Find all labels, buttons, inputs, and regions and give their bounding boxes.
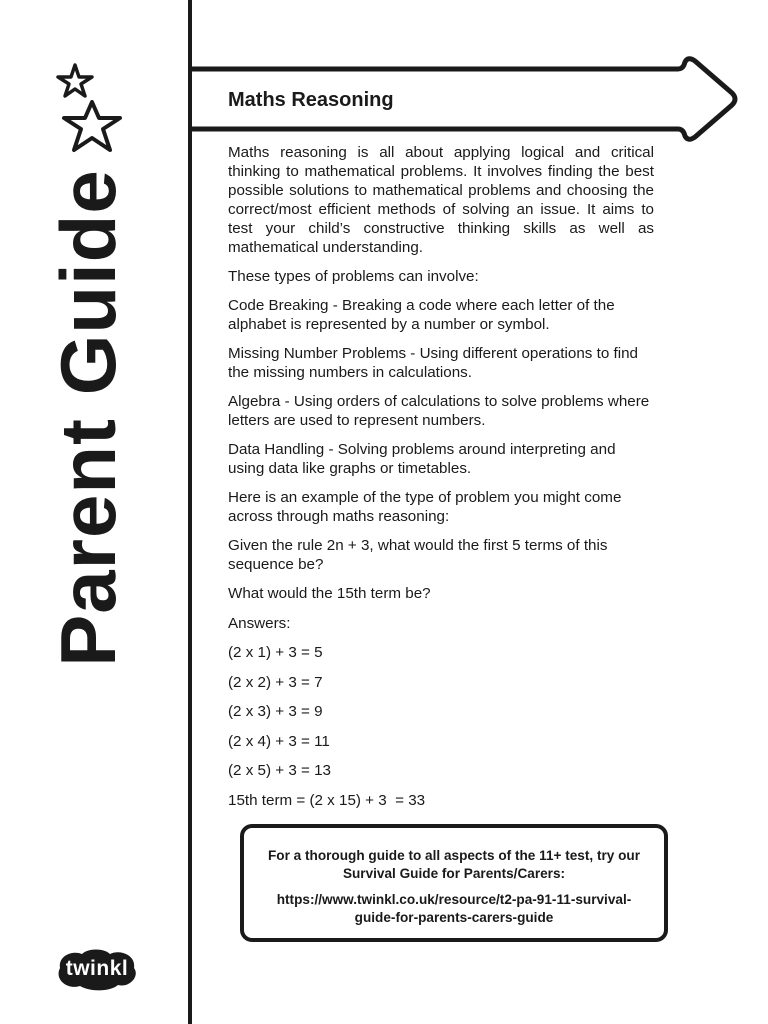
twinkl-logo [52,946,142,992]
answer-line: (2 x 4) + 3 = 11 [228,732,330,750]
example-lead: Here is an example of the type of problem you might come across through maths reasoning: [228,489,622,525]
logo-text: twinkl [65,957,129,980]
parent-guide-title: Parent Guide [44,169,132,667]
page-title: Maths Reasoning [228,89,394,111]
type-item: Code Breaking - Breaking a code where each letter of the alphabet is represented by a number or symbol. [228,297,615,333]
survival-guide-link[interactable]: https://www.twinkl.co.uk/resource/t2-pa-91-11-survival-guide-for-parents-carers-guide [276,892,632,925]
question: What would the 15th term be? [228,585,431,602]
body-text [228,143,654,820]
callout-text: For a thorough guide to all aspects of the 11+ test, try our Survival Guide for Parents/Carers: [268,848,640,881]
type-item: Algebra - Using orders of calculations to solve problems where letters are used to represent numbers. [228,393,650,429]
survival-guide-callout [240,824,668,942]
answer-line: 15th term = (2 x 15) + 3 = 33 [228,791,426,809]
answer-line: (2 x 1) + 3 = 5 [228,644,323,661]
small-star-icon [58,65,92,96]
large-star-icon [64,102,120,150]
sidebar-divider [188,0,192,1024]
answer-line: (2 x 5) + 3 = 13 [228,762,331,779]
types-lead: These types of problems can involve: [228,268,479,285]
intro-paragraph: Maths reasoning is all about applying logical and critical thinking to mathematical problems. It involves finding the best possible solutions to mathematical problems and choosing the correct/most efficient methods of solving an issue. It aims to test your child’s constructive thinking skills as well as mathematical understanding. [228,144,654,256]
answer-line: (2 x 3) + 3 = 9 [228,703,323,720]
type-item: Data Handling - Solving problems around interpreting and using data like graphs or timetables. [228,441,616,477]
stars-decoration [52,62,128,162]
answer-line: (2 x 2) + 3 = 7 [228,673,323,691]
answers-label: Answers: [228,614,291,632]
question: Given the rule 2n + 3, what would the first 5 terms of this sequence be? [228,537,608,573]
type-item: Missing Number Problems - Using different operations to find the missing numbers in calculations. [228,345,638,381]
